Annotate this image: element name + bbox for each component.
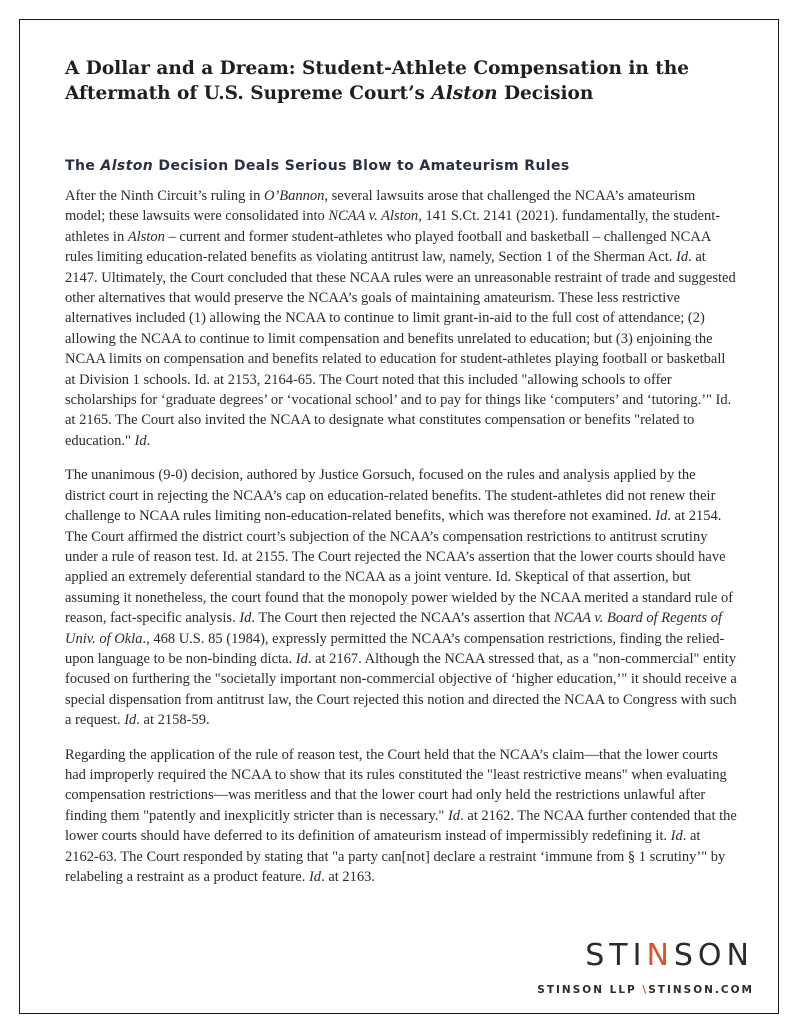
citation-italic: Id bbox=[134, 432, 147, 449]
brand-block bbox=[537, 940, 754, 996]
text-run: – current and former student-athletes who played football and basketball – challenged NCAA rules limiting education-related benefits as violating antitrust law, namely, Section 1 of the Sherman Act. bbox=[65, 228, 711, 266]
brand-footer bbox=[537, 984, 754, 996]
logo-start: STI bbox=[585, 938, 647, 973]
paragraph-3 bbox=[65, 745, 737, 888]
citation-italic: Id bbox=[655, 508, 668, 525]
title-part1: A Dollar and a Dream: Student-Athlete Compensation in the Aftermath of U.S. Supreme Court’s bbox=[65, 58, 690, 104]
citation-italic: Id bbox=[239, 610, 252, 627]
text-run: . at 2154. The Court affirmed the district court’s subjection of the NCAA’s compensation restrictions to antitrust scrutiny under a rule of reason test. Id. at 2155. The Court rejected the NCAA’s assertion that the lower courts should have applied an extremely deferential standard to the NCAA as a joint venture. Id. Skeptical of that assertion, but assuming it nonetheless, the court found that the monopoly power wielded by the NCAA merited a standard rule of reason, fact-specific analysis. bbox=[65, 508, 734, 627]
citation-italic: Id bbox=[676, 249, 689, 266]
section-heading bbox=[65, 156, 737, 176]
logo-end: SON bbox=[673, 938, 754, 973]
text-run: . at 2162. The NCAA further contended that the lower courts should have deferred to its definition of amateurism instead of impermissibly redefining it. bbox=[65, 807, 737, 845]
citation-italic: Id bbox=[124, 712, 137, 729]
text-run: After the Ninth Circuit’s ruling in bbox=[65, 188, 264, 204]
text-run: ., 468 U.S. 85 (1984), expressly permitted the NCAA’s compensation restrictions, finding the relied-upon language to be non-binding dicta. bbox=[65, 630, 725, 667]
text-run: . at 2163. bbox=[321, 869, 376, 885]
paragraph-1 bbox=[65, 186, 737, 451]
text-run: . at 2147. Ultimately, the Court concluded that these NCAA rules were an unreasonable restraint of trade and suggested other alternatives that would preserve the NCAA’s goals of maintaining amateurism. These less restrictive alternatives included (1) allowing the NCAA to continue to limit grant-in-aid to the full cost of attendance; (2) allowing the NCAA to continue to limit compensation and benefits unrelated to education; but (3) enjoining the NCAA limits on compensation and benefits related to education for student-athletes playing football or basketball at Division 1 schools. Id. at 2153, 2164-65. The Court noted that this included "allowing schools to offer scholarships for ‘graduate degrees’ or ‘vocational school’ and to pay for things like ‘computers’ and ‘tutoring.’" Id. at 2165. The Court also invited the NCAA to designate what constitutes compensation or benefits "related to education." bbox=[65, 249, 736, 449]
document-body bbox=[65, 56, 737, 887]
footer-website[interactable]: STINSON.COM bbox=[648, 984, 754, 996]
heading-part1: The bbox=[65, 158, 101, 174]
paragraphs bbox=[65, 186, 737, 887]
footer-slash: \ bbox=[642, 984, 649, 996]
text-run: , 141 S.Ct. 2141 (2021). fundamentally, the student-athletes in bbox=[65, 208, 721, 245]
stinson-logo bbox=[537, 940, 754, 972]
text-run: . at 2167. Although the NCAA stressed that, as a "non-commercial" entity focused on furthering the "societally important non-commercial objective of ‘higher education,’" it should receive a special dispensation from antitrust law, the Court rejected this notion and directed the NCAA to Congress with such a request. bbox=[65, 650, 737, 729]
footer-firm: STINSON LLP bbox=[537, 984, 637, 996]
heading-part2: Decision Deals Serious Blow to Amateurism Rules bbox=[153, 158, 570, 174]
text-run: , several lawsuits arose that challenged the NCAA’s amateurism model; these lawsuits were consolidated into bbox=[65, 188, 696, 225]
citation-italic: Id bbox=[295, 650, 308, 667]
citation-italic: Id bbox=[670, 828, 683, 845]
citation-italic: NCAA v. Board of Regents of Univ. of Okla bbox=[65, 610, 723, 647]
logo-accent: N bbox=[646, 938, 674, 973]
citation-italic: NCAA v. Alston bbox=[328, 208, 419, 225]
text-run: . The Court then rejected the NCAA’s assertion that bbox=[251, 610, 554, 627]
title-part2: Decision bbox=[497, 83, 594, 104]
title-italic: Alston bbox=[431, 83, 498, 104]
text-run: . at 2162-63. The Court responded by stating that "a party can[not] declare a restraint ‘immune from § 1 scrutiny’" by relabeling a restraint as a product feature. bbox=[65, 828, 726, 885]
heading-italic: Alston bbox=[100, 158, 154, 174]
citation-italic: O’Bannon bbox=[263, 188, 325, 204]
text-run: . bbox=[146, 432, 151, 449]
citation-italic: Alston bbox=[127, 228, 165, 245]
text-run: The unanimous (9-0) decision, authored by Justice Gorsuch, focused on the rules and analysis applied by the district court in rejecting the NCAA’s cap on education-related benefits. The student-athletes did not renew their challenge to NCAA rules limiting non-education-related benefits, which was therefore not examined. bbox=[65, 467, 716, 525]
paragraph-2 bbox=[65, 465, 737, 730]
document-title bbox=[65, 56, 737, 106]
citation-italic: Id bbox=[308, 869, 322, 885]
text-run: Regarding the application of the rule of reason test, the Court held that the NCAA’s claim—that the lower courts had improperly required the NCAA to show that its rules constituted the "least restrictive means" when evaluating compensation restrictions—was meritless and that the lower court had only held the restrictions unlawful after finding them "patently and inexplicitly stricter than is necessary." bbox=[65, 746, 727, 824]
citation-italic: Id bbox=[447, 807, 461, 824]
text-run: . at 2158-59. bbox=[136, 712, 210, 729]
